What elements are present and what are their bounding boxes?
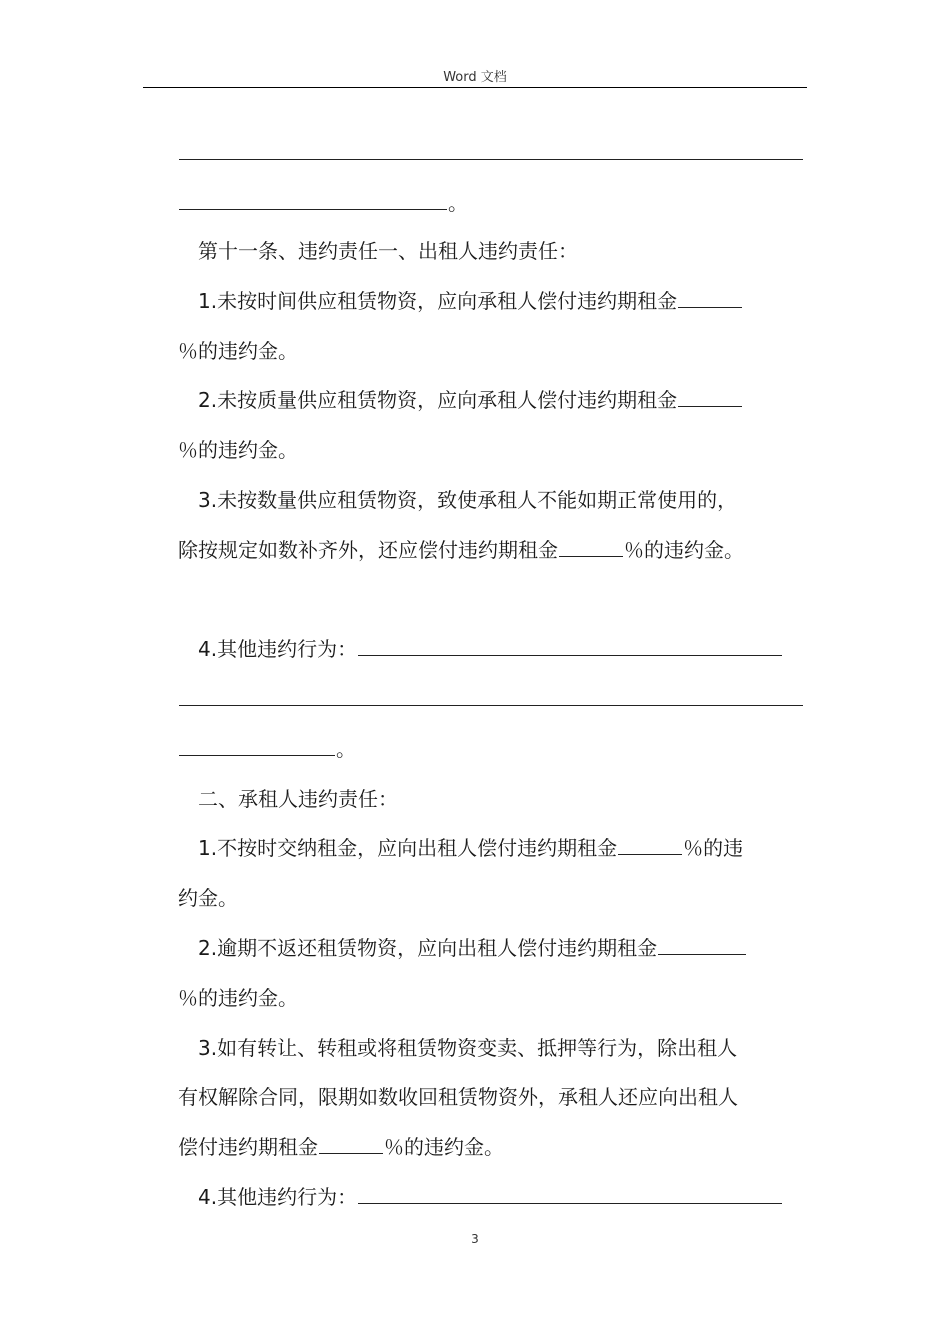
clause-text: ％的违约金。	[384, 1135, 504, 1159]
header-divider	[143, 87, 807, 88]
clause-line	[198, 935, 747, 961]
blank-line	[178, 686, 804, 712]
blank-line	[178, 140, 804, 166]
clause-line: 约金。	[178, 886, 238, 910]
clause-line	[178, 537, 744, 563]
fill-blank	[678, 388, 742, 407]
fill-blank	[618, 836, 682, 855]
clause-line: ％的违约金。	[178, 438, 298, 462]
clause-text: 4.其他违约行为：	[198, 637, 358, 661]
clause-text: 除按规定如数补齐外，还应偿付违约期租金	[178, 538, 558, 562]
fill-blank	[179, 687, 803, 706]
fill-blank	[319, 1135, 383, 1154]
page-number: 3	[471, 1232, 479, 1246]
clause-line: 有权解除合同，限期如数收回租赁物资外，承租人还应向出租人	[178, 1085, 738, 1109]
fill-blank	[179, 737, 335, 756]
clause-text: 1.未按时间供应租赁物资，应向承租人偿付违约期租金	[198, 289, 678, 313]
blank-line-end	[178, 736, 356, 762]
fill-blank	[559, 538, 623, 557]
clause-line	[198, 387, 743, 413]
clause-line	[198, 636, 783, 662]
clause-text: 4.其他违约行为：	[198, 1185, 358, 1209]
clause-line	[198, 1184, 783, 1210]
article-heading: 第十一条、违约责任一、出租人违约责任：	[198, 239, 578, 263]
fill-blank	[179, 191, 447, 210]
clause-text: 2.未按质量供应租赁物资，应向承租人偿付违约期租金	[198, 388, 678, 412]
clause-line: ％的违约金。	[178, 339, 298, 363]
clause-line	[198, 288, 743, 314]
page-header: Word 文档	[443, 70, 507, 85]
fill-blank	[179, 141, 803, 160]
fill-blank	[358, 637, 782, 656]
line-text: 。	[448, 191, 468, 215]
blank-line-end	[178, 190, 468, 216]
clause-line: ％的违约金。	[178, 986, 298, 1010]
clause-text: 1.不按时交纳租金，应向出租人偿付违约期租金	[198, 836, 618, 860]
line-text: 。	[336, 737, 356, 761]
clause-text: 偿付违约期租金	[178, 1135, 318, 1159]
section-heading: 二、承租人违约责任：	[198, 787, 398, 811]
clause-line: 3.如有转让、转租或将租赁物资变卖、抵押等行为，除出租人	[198, 1036, 738, 1060]
clause-text: ％的违	[683, 836, 744, 860]
fill-blank	[658, 936, 746, 955]
clause-line	[178, 1134, 504, 1160]
clause-text: ％的违约金。	[624, 538, 744, 562]
clause-line	[198, 835, 743, 861]
fill-blank	[678, 289, 742, 308]
clause-text: 2.逾期不返还租赁物资，应向出租人偿付违约期租金	[198, 936, 658, 960]
fill-blank	[358, 1185, 782, 1204]
clause-line: 3.未按数量供应租赁物资，致使承租人不能如期正常使用的，	[198, 488, 738, 512]
